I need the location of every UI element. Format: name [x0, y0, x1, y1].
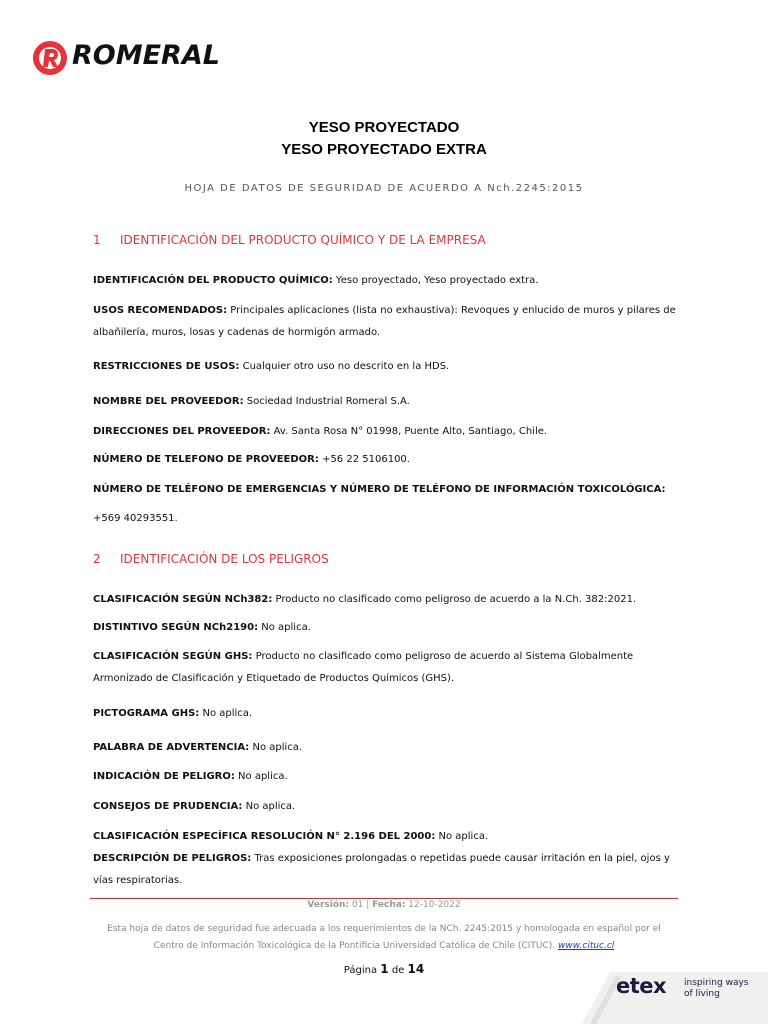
field-supplier-name: [93, 391, 688, 413]
romeral-logo: [32, 38, 232, 78]
field-hazard-description: [93, 848, 688, 892]
field-supplier-address: [93, 421, 688, 443]
etex-logo: [560, 960, 768, 1024]
field-value: No aplica.: [435, 831, 489, 842]
field-value: No aplica.: [234, 771, 288, 782]
field-signal-word: [93, 737, 688, 759]
field-ghs-classification: [93, 646, 688, 690]
field-value: No aplica.: [258, 622, 311, 633]
field-label: CLASIFICACIÓN SEGÚN GHS:: [93, 651, 253, 662]
page-current: 1: [380, 962, 389, 976]
tagline-line2: of living: [684, 989, 720, 999]
field-value: Av. Santa Rosa N° 01998, Puente Alto, Santiago, Chile.: [270, 426, 548, 437]
field-label: USOS RECOMENDADOS:: [93, 305, 228, 316]
field-label: CONSEJOS DE PRUDENCIA:: [93, 801, 243, 812]
tagline-line1: inspiring ways: [684, 978, 749, 988]
field-resolution-classification: [93, 826, 688, 848]
field-ghs-pictogram: [93, 703, 688, 725]
section-1-heading: [93, 233, 486, 247]
field-nch382-classification: [93, 589, 688, 611]
field-value: No aplica.: [242, 801, 296, 812]
section-title: IDENTIFICACIÓN DEL PRODUCTO QUÍMICO Y DE LA EMPRESA: [120, 233, 486, 247]
field-value: Principales aplicaciones (lista no exhaustiva): Revoques y enlucido de muros y pilares de albañilería, muros, losas y cadenas de hormigón armado.: [93, 305, 676, 338]
field-label: CLASIFICACIÓN SEGÚN NCh382:: [93, 594, 273, 605]
section-number: 1: [93, 233, 101, 247]
field-label: PALABRA DE ADVERTENCIA:: [93, 742, 250, 753]
field-product-id: [93, 270, 688, 292]
field-nch2190-mark: [93, 617, 688, 639]
cituc-link[interactable]: www.cituc.cl: [558, 941, 615, 951]
page-of: de: [388, 965, 408, 976]
field-value: Producto no clasificado como peligroso de acuerdo al Sistema Globalmente Armonizado de Clasificación y Etiquetado de Productos Químicos (GHS).: [93, 651, 634, 684]
document-title-line1: YESO PROYECTADO: [308, 119, 460, 136]
field-hazard-statement: [93, 766, 688, 788]
romeral-logo-icon: [32, 40, 68, 76]
field-label: DIRECCIONES DEL PROVEEDOR:: [93, 426, 271, 437]
footer-divider: [90, 898, 678, 899]
field-recommended-uses: [93, 300, 688, 344]
date-label: Fecha:: [372, 900, 406, 910]
field-supplier-phone: [93, 449, 688, 471]
field-label: DESCRIPCIÓN DE PELIGROS:: [93, 853, 252, 864]
field-emergency-phone: [93, 508, 688, 530]
version-info: [0, 900, 768, 910]
document-title-line2: YESO PROYECTADO EXTRA: [281, 141, 487, 158]
field-value: No aplica.: [249, 742, 303, 753]
version-label: Versión:: [307, 900, 350, 910]
field-label: INDICACIÓN DE PELIGRO:: [93, 771, 235, 782]
footer-note-line2: [80, 938, 688, 955]
field-value: Tras exposiciones prolongadas o repetidas puede causar irritación en la piel, ojos y vías respiratorias.: [93, 853, 670, 886]
field-precautionary-statements: [93, 796, 688, 818]
field-value: Sociedad Industrial Romeral S.A.: [243, 396, 410, 407]
etex-tagline: [684, 978, 748, 1000]
field-label: DISTINTIVO SEGÚN NCh2190:: [93, 622, 259, 633]
field-use-restrictions: [93, 356, 688, 378]
field-label: PICTOGRAMA GHS:: [93, 708, 200, 719]
footer-note-text: Centro de Información Toxicológica de la Pontificia Universidad Católica de Chile (CITUC).: [153, 941, 558, 951]
field-emergency-phone-label: [93, 479, 688, 501]
field-label: NOMBRE DEL PROVEEDOR:: [93, 396, 244, 407]
field-value: +569 40293551.: [93, 513, 178, 524]
footer-note-line1: Esta hoja de datos de seguridad fue adecuada a los requerimientos de la NCh. 2245:2015 y homologada en español por el: [107, 924, 661, 934]
footer-note: [80, 921, 688, 955]
page-word: Página: [343, 965, 381, 976]
field-value: Yeso proyectado, Yeso proyectado extra.: [332, 275, 539, 286]
field-label: CLASIFICACIÓN ESPECÍFICA RESOLUCIÓN N° 2.196 DEL 2000:: [93, 831, 436, 842]
date-value: 12-10-2022: [405, 900, 461, 910]
field-value: No aplica.: [199, 708, 253, 719]
section-number: 2: [93, 552, 101, 566]
document-subtitle: HOJA DE DATOS DE SEGURIDAD DE ACUERDO A Nch.2245:2015: [184, 183, 584, 194]
version-value: 01 |: [349, 900, 373, 910]
field-label: IDENTIFICACIÓN DEL PRODUCTO QUÍMICO:: [93, 275, 333, 286]
field-label: NÚMERO DE TELÉFONO DE EMERGENCIAS Y NÚMERO DE TELÉFONO DE INFORMACIÓN TOXICOLÓGICA:: [93, 484, 666, 495]
page-total: 14: [407, 962, 425, 976]
section-title: IDENTIFICACIÓN DE LOS PELIGROS: [120, 552, 329, 566]
etex-brand: etex: [616, 974, 667, 998]
logo-text: ROMERAL: [72, 40, 220, 71]
field-value: Producto no clasificado como peligroso de acuerdo a la N.Ch. 382:2021.: [272, 594, 637, 605]
section-2-heading: [93, 552, 329, 566]
field-value: +56 22 5106100.: [318, 454, 410, 465]
field-label: RESTRICCIONES DE USOS:: [93, 361, 240, 372]
field-value: Cualquier otro uso no descrito en la HDS.: [239, 361, 450, 372]
field-label: NÚMERO DE TELEFONO DE PROVEEDOR:: [93, 454, 319, 465]
